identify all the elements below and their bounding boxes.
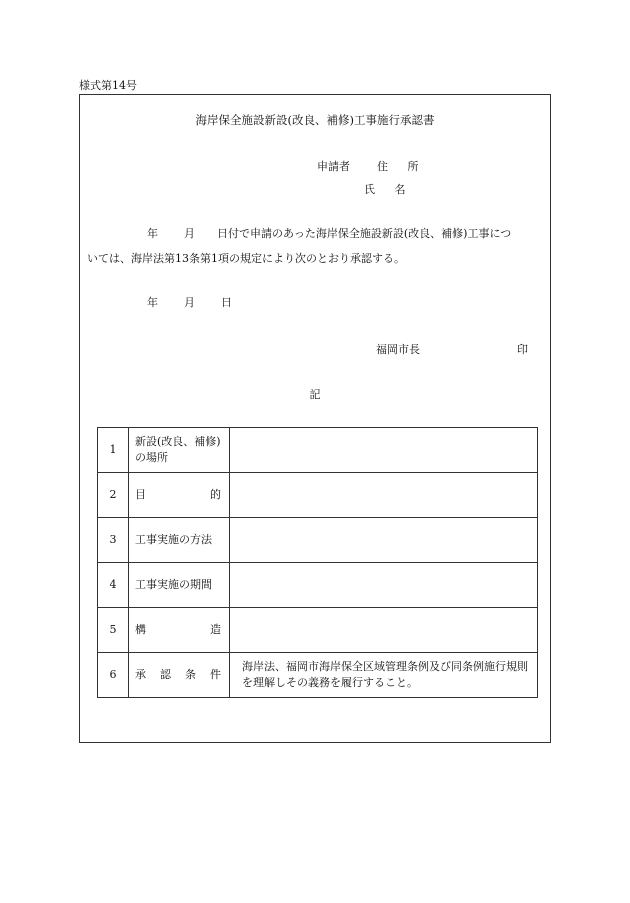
date-line <box>147 296 232 310</box>
item-label: 工事実施の方法 <box>129 518 230 563</box>
table-row <box>98 518 538 563</box>
item-content[interactable]: 海岸法、福岡市海岸保全区域管理条例及び同条例施行規則を理解しその義務を履行すること。 <box>230 653 538 698</box>
applicant-label: 申請者 <box>317 160 350 173</box>
item-number: 5 <box>98 608 129 653</box>
seal-mark: 印 <box>517 343 528 356</box>
item-label-char: 承 <box>135 668 146 681</box>
table-row <box>98 563 538 608</box>
items-table <box>97 427 538 698</box>
item-content[interactable] <box>230 428 538 473</box>
date-month: 月 <box>184 296 195 309</box>
item-content[interactable] <box>230 518 538 563</box>
applicant-address-label: 住 所 <box>377 160 427 173</box>
body-month: 月 <box>184 227 195 240</box>
body-text-line1 <box>147 227 511 241</box>
item-label <box>129 473 230 518</box>
ki-heading: 記 <box>309 388 321 401</box>
item-label-char: 造 <box>210 623 221 636</box>
item-label: 工事実施の期間 <box>129 563 230 608</box>
table-row <box>98 473 538 518</box>
body-text-line2: いては、海岸法第13条第1項の規定により次のとおり承認する。 <box>87 252 405 265</box>
item-label <box>129 608 230 653</box>
item-content[interactable] <box>230 563 538 608</box>
body-year: 年 <box>147 227 158 240</box>
applicant-name-label: 氏 名 <box>364 183 414 196</box>
signer-title: 福岡市長 <box>376 343 420 356</box>
item-label-char: 構 <box>135 623 146 636</box>
item-content[interactable] <box>230 473 538 518</box>
form-number: 様式第14号 <box>79 79 137 92</box>
item-number: 2 <box>98 473 129 518</box>
item-label-char: 条 <box>185 668 196 681</box>
item-label: 新設(改良、補修)の場所 <box>129 428 230 473</box>
body-line1-rest: 日付で申請のあった海岸保全施設新設(改良、補修)工事につ <box>217 227 512 240</box>
document-frame <box>79 94 551 743</box>
document-title: 海岸保全施設新設(改良、補修)工事施行承認書 <box>195 113 435 127</box>
table-row <box>98 608 538 653</box>
item-label <box>129 653 230 698</box>
date-day: 日 <box>221 296 232 309</box>
item-label-char: 認 <box>160 668 171 681</box>
date-year: 年 <box>147 296 158 309</box>
item-label-char: 的 <box>210 488 221 501</box>
table-row <box>98 653 538 698</box>
item-number: 3 <box>98 518 129 563</box>
item-number: 4 <box>98 563 129 608</box>
item-label-char: 目 <box>135 488 146 501</box>
table-row <box>98 428 538 473</box>
item-number: 1 <box>98 428 129 473</box>
item-number: 6 <box>98 653 129 698</box>
item-label-char: 件 <box>210 668 221 681</box>
item-content[interactable] <box>230 608 538 653</box>
